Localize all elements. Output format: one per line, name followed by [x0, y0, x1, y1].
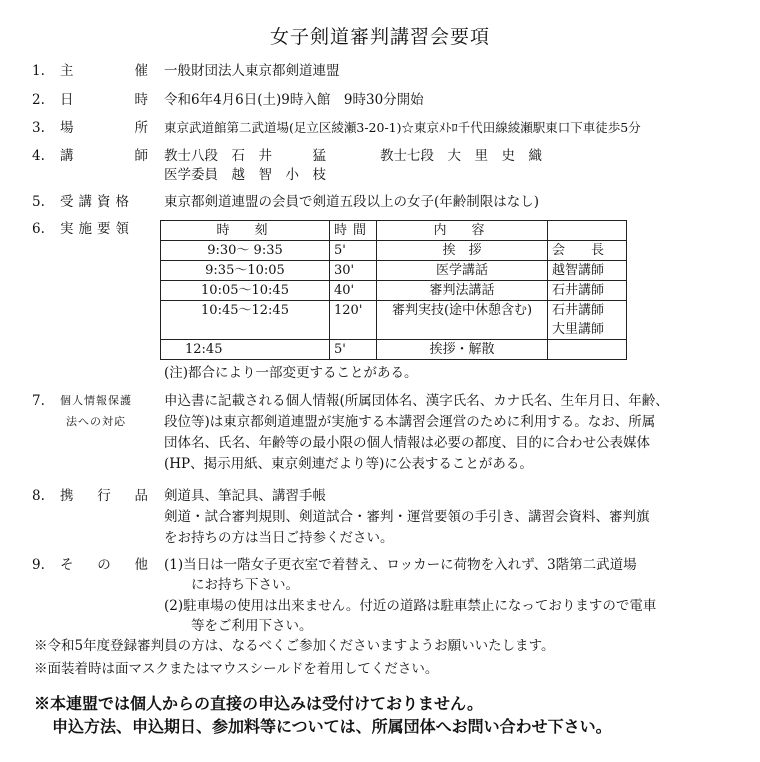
final-notice: ※本連盟では個人からの直接の申込みは受付けておりません。	[34, 694, 483, 713]
role-line: 会 長	[552, 243, 605, 258]
section-label	[60, 487, 148, 505]
section-content: をお持ちの方は当日ご持参ください。	[164, 530, 394, 546]
cell-duration: 120'	[330, 301, 377, 340]
section-content: 段位等)は東京都剣道連盟が実施する本講習会運営のために利用する。なお、所属	[164, 414, 656, 430]
cell-time: 9:30〜 9:35	[161, 241, 330, 261]
label-char: 催	[134, 63, 148, 79]
cell-role	[548, 301, 627, 340]
section-number: 1.	[32, 63, 45, 79]
section-label	[60, 119, 148, 137]
section-label: 個人情報保護	[60, 394, 132, 407]
cell-role	[548, 241, 627, 261]
header-time: 時 刻	[161, 221, 330, 241]
table-row	[161, 241, 627, 261]
cell-time: 10:45〜12:45	[161, 301, 330, 340]
section-number: 9.	[32, 557, 45, 573]
label-char: 時	[134, 92, 148, 108]
cell-time: 9:35〜10:05	[161, 261, 330, 281]
section-content: にお持ち下さい。	[164, 577, 299, 593]
section-label: 実施要領	[60, 221, 134, 237]
cell-duration: 40'	[330, 281, 377, 301]
label-char: の	[97, 557, 111, 573]
role-line: 大里講師	[552, 322, 605, 337]
section-content: 団体名、氏名、年齢等の最小限の個人情報は必要の都度、目的に合わせ公表媒体	[164, 435, 650, 451]
section-label	[60, 147, 148, 165]
table-row	[161, 281, 627, 301]
table-row	[161, 340, 627, 360]
cell-time: 12:45	[161, 340, 330, 360]
final-notice: 申込方法、申込期日、参加料等については、所属団体へお問い合わせ下さい。	[52, 717, 612, 736]
section-number: 7.	[32, 393, 45, 409]
section-number: 3.	[32, 120, 45, 136]
cell-content: 医学講話	[377, 261, 548, 281]
section-content: 申込書に記載される個人情報(所属団体名、漢字氏名、カナ氏名、生年月日、年齢、	[164, 393, 669, 409]
table-row	[161, 261, 627, 281]
role-line: 石井講師	[552, 283, 605, 298]
label-char: 品	[134, 488, 148, 504]
header-duration: 時間	[330, 221, 377, 241]
section-label: 法への対応	[66, 415, 126, 428]
section-content: 医学委員 越 智 小 枝	[164, 167, 326, 183]
label-char: 師	[134, 148, 148, 164]
role-line: 越智講師	[552, 263, 605, 278]
section-number: 2.	[32, 92, 45, 108]
section-content: 等をご利用下さい。	[164, 618, 313, 634]
table-header-row	[161, 221, 627, 241]
label-char: 場	[60, 120, 74, 136]
section-label	[60, 91, 148, 109]
section-label	[60, 62, 148, 80]
section-number: 5.	[32, 194, 45, 210]
role-line: 石井講師	[552, 303, 605, 318]
cell-content: 挨拶・解散	[377, 340, 548, 360]
label-char: 所	[134, 120, 148, 136]
label-char: そ	[60, 557, 74, 573]
label-char: 他	[134, 557, 148, 573]
label-char: 日	[60, 92, 74, 108]
section-number: 4.	[32, 148, 45, 164]
cell-role	[548, 281, 627, 301]
section-label: 受講資格	[60, 194, 134, 210]
header-content: 内 容	[377, 221, 548, 241]
table-row	[161, 301, 627, 340]
section-number: 6.	[32, 221, 45, 237]
label-char: 行	[97, 488, 111, 504]
cell-time: 10:05〜10:45	[161, 281, 330, 301]
notice-line: ※面装着時は面マスクまたはマウスシールドを着用してください。	[34, 661, 439, 677]
section-content: (2)駐車場の使用は出来ません。付近の道路は駐車禁止になっておりますので電車	[164, 598, 657, 614]
cell-duration: 5'	[330, 241, 377, 261]
section-content: (HP、掲示用紙、東京剣連だより等)に公表することがある。	[164, 456, 533, 472]
section-content: 剣道具、筆記具、講習手帳	[164, 488, 326, 504]
section-content: 教士八段 石 井 猛 教士七段 大 里 史 織	[164, 148, 542, 164]
page-title: 女子剣道審判講習会要項	[269, 26, 490, 48]
cell-content: 挨 拶	[377, 241, 548, 261]
section-content: 東京武道館第二武道場(足立区綾瀬3-20-1)☆東京ﾒﾄﾛ千代田線綾瀬駅東口下車徒歩5分	[164, 120, 641, 135]
section-content: (1)当日は一階女子更衣室で着替え、ロッカーに荷物を入れず、3階第二武道場	[164, 557, 637, 573]
label-char: 携	[60, 488, 74, 504]
section-label	[60, 556, 148, 574]
section-content: 剣道・試合審判規則、剣道試合・審判・運営要領の手引き、講習会資料、審判旗	[164, 509, 650, 525]
cell-role	[548, 261, 627, 281]
cell-role	[548, 340, 627, 360]
section-number: 8.	[32, 488, 45, 504]
label-char: 主	[60, 63, 74, 79]
cell-content: 審判実技(途中休憩含む)	[377, 301, 548, 340]
cell-duration: 5'	[330, 340, 377, 360]
header-role	[548, 221, 627, 241]
section-content: 東京都剣道連盟の会員で剣道五段以上の女子(年齢制限はなし)	[164, 194, 540, 210]
section-content: 一般財団法人東京都剣道連盟	[164, 63, 340, 79]
notice-line: ※令和5年度登録審判員の方は、なるべくご参加くださいますようお願いいたします。	[34, 638, 555, 654]
section-content: 令和6年4月6日(土)9時入館 9時30分開始	[164, 92, 424, 108]
label-char: 講	[60, 148, 74, 164]
cell-duration: 30'	[330, 261, 377, 281]
schedule-table	[160, 220, 627, 360]
schedule-note: (注)都合により一部変更することがある。	[164, 365, 418, 381]
cell-content: 審判法講話	[377, 281, 548, 301]
